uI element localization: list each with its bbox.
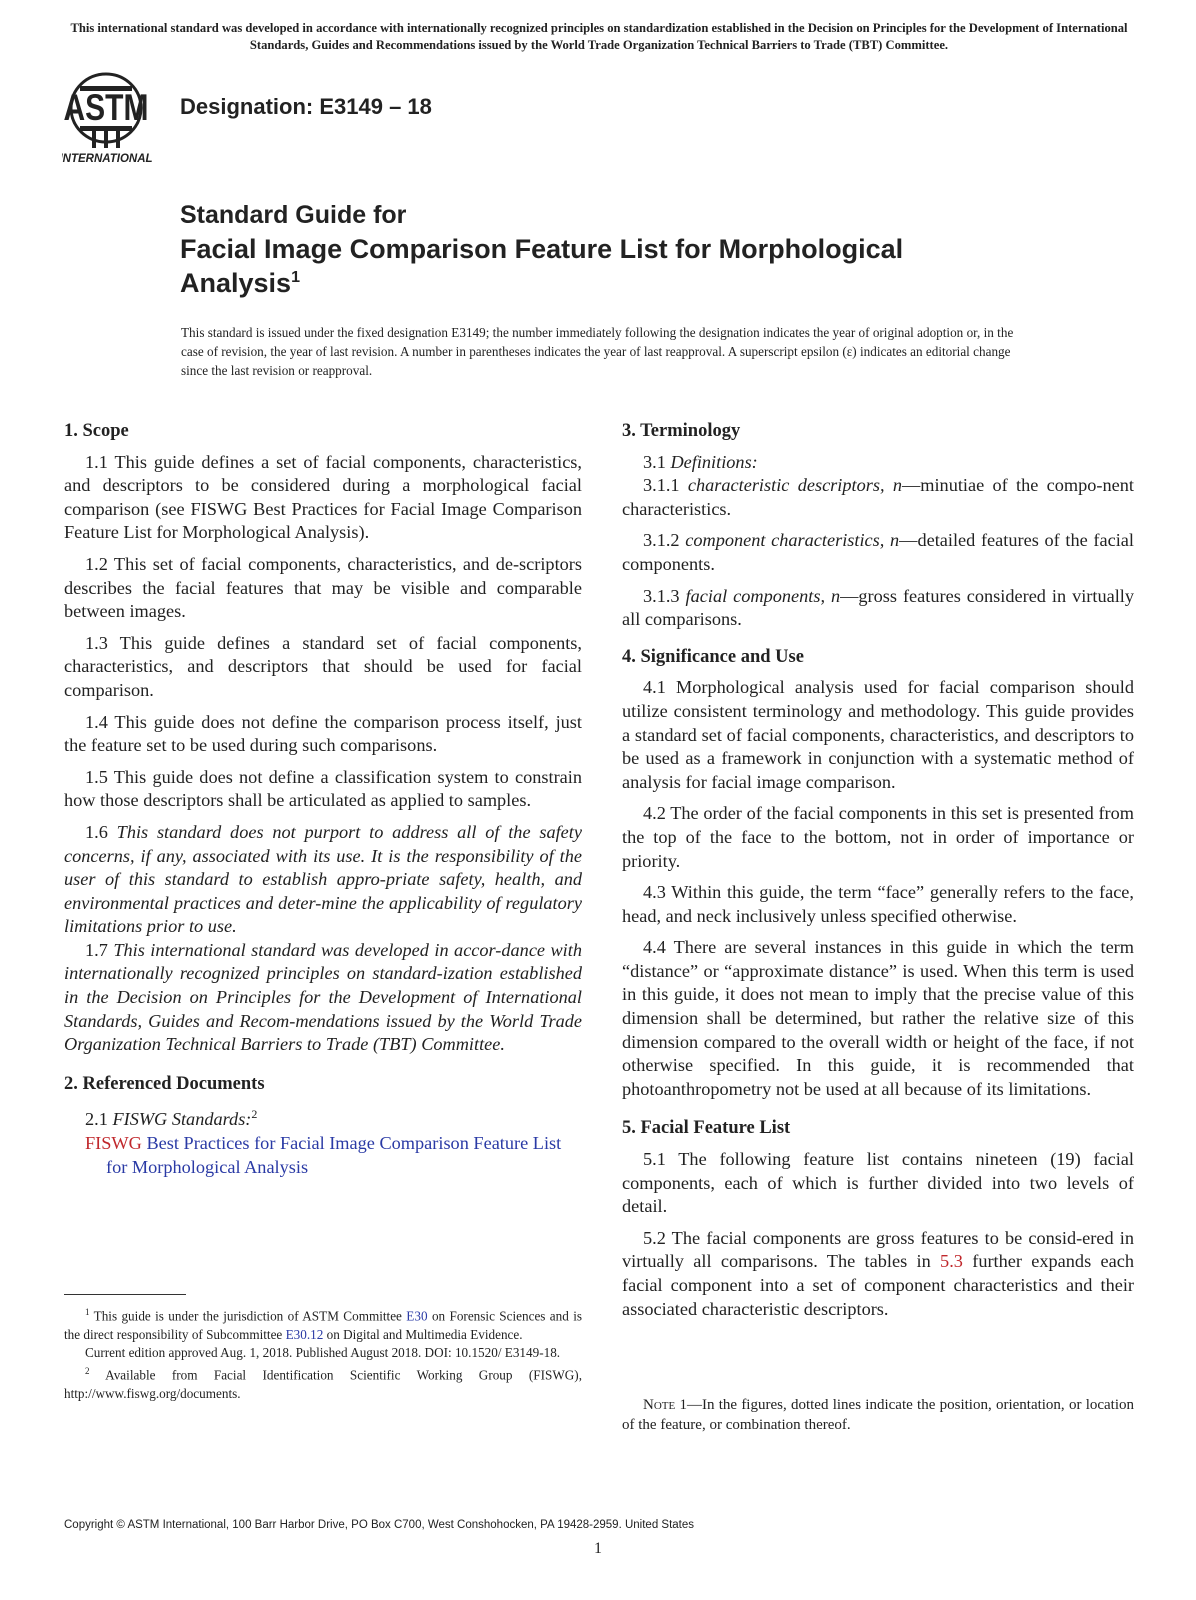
copyright-line: Copyright © ASTM International, 100 Barr Harbor Drive, PO Box C700, West Conshohocken, PA 19428-2959. United States	[64, 1519, 695, 1531]
scope-1-2: 1.2 This set of facial components, characteristics, and de-scriptors describes the facial features that may be visible and comparable between images.	[64, 553, 582, 622]
refdocs-2-1-num: 2.1	[85, 1109, 108, 1130]
e30-link[interactable]: E30	[406, 1308, 428, 1324]
right-column	[622, 420, 1134, 1329]
fn1-text-b: on Forensic Sciences and is the direct responsibility of Subcommittee	[64, 1308, 583, 1342]
title-line-3: Analysis	[180, 268, 292, 298]
term-2-def: —detailed features of the facial components.	[622, 530, 1134, 574]
edition-note: Current edition approved Aug. 1, 2018. Published August 2018. DOI: 10.1520/ E3149-18.	[85, 1344, 561, 1360]
fn2-text: Available from Facial Identification Scientific Working Group (FISWG), http://www.fiswg.org/documents.	[64, 1367, 582, 1401]
footnotes	[64, 1303, 582, 1403]
page-number: 1	[594, 1540, 602, 1557]
refdocs-label: FISWG Standards:	[112, 1109, 252, 1130]
note-1-text: —In the figures, dotted lines indicate the position, orientation, or location of the feature, or combination thereof.	[622, 1397, 1135, 1433]
terminology-heading: 3. Terminology	[622, 421, 741, 441]
term-3: facial components, n	[685, 585, 841, 606]
sig-4-2: 4.2 The order of the facial components in this set is presented from the top of the face to the bottom, not in order of importance or priority.	[622, 803, 1134, 871]
note-1	[622, 1396, 1134, 1435]
ref-prefix: FISWG	[85, 1133, 142, 1154]
refdocs-heading: 2. Referenced Documents	[64, 1073, 265, 1094]
document-title	[180, 198, 1080, 300]
term-2-num: 3.1.2	[643, 530, 680, 551]
scope-1-5: 1.5 This guide does not define a classification system to constrain how those descriptors shall be articulated as applied to samples.	[64, 766, 582, 811]
fiswg-reference	[64, 1132, 582, 1179]
sig-4-4: 4.4 There are several instances in this guide in which the term “distance” or “approximate distance” is used. When this term is used in this guide, it does not mean to imply that the precise value of this dimension shall be determined, but rather the relative size of this dimension compared to the overall width or height of the face, if not otherwise specified. In this guide, it is recommended that photoanthropometry not be used at all because of its limitations.	[622, 937, 1134, 1099]
title-line-2: Facial Image Comparison Feature List for Morphological	[180, 234, 904, 264]
svg-text:ASTM: ASTM	[63, 86, 149, 129]
issued-note: This standard is issued under the fixed designation E3149; the number immediately following the designation indicates the year of original adoption or, in the case of revision, the year of last revision. A number in parentheses indicates the year of last reapproval. A superscript epsilon (ε) indicates an editorial change since the last revision or reapproval.	[181, 325, 1014, 378]
scope-1-4: 1.4 This guide does not define the comparison process itself, just the feature set to be used during such comparisons.	[64, 711, 582, 756]
feat-5-1: 5.1 The following feature list contains nineteen (19) facial components, each of which is further divided into two levels of detail.	[622, 1149, 1134, 1217]
refdocs-mark: 2	[251, 1107, 258, 1122]
designation: Designation: E3149 – 18	[180, 94, 432, 119]
scope-1-1: 1.1 This guide defines a set of facial components, characteristics, and descriptors to be considered during a morphological facial comparison (see FISWG Best Practices for Facial Image Comparison Feature List for Morphological Analysis).	[64, 451, 582, 543]
term-1: characteristic descriptors, n	[687, 475, 902, 496]
feature-list-heading: 5. Facial Feature List	[622, 1118, 791, 1139]
term-3-num: 3.1.3	[643, 585, 680, 606]
scope-1-6: This standard does not purport to address all of the safety concerns, if any, associated with its use. It is the responsibility of the user of this standard to establish appro-priate safety, health, and environmental practices and deter-mine the applicability of regulatory limitations prior to use.	[64, 821, 582, 937]
definitions-label: Definitions:	[670, 451, 758, 472]
term-3-def: —gross features considered in virtually all comparisons.	[622, 585, 1135, 630]
scope-1-7-num: 1.7	[85, 939, 108, 960]
astm-logo-graphic	[62, 70, 172, 166]
footnote-rule	[64, 1294, 186, 1295]
fn1-text-a: This guide is under the jurisdiction of ASTM Committee	[93, 1308, 402, 1324]
fn2-mark: 2	[85, 1366, 90, 1376]
left-column	[64, 420, 582, 1187]
fn1-mark: 1	[85, 1307, 90, 1317]
scope-heading: 1. Scope	[64, 421, 129, 441]
scope-1-7: This international standard was developed in accor-dance with internationally recognized principles on standard-ization established in the Decision on Principles for the Development of International Standards, Guides and Recom-mendations issued by the World Trade Organization Technical Barriers to Trade (TBT) Committee.	[64, 939, 582, 1055]
fn1-text-c: on Digital and Multimedia Evidence.	[326, 1326, 523, 1342]
scope-1-6-num: 1.6	[85, 821, 108, 842]
tbt-notice: This international standard was developed in accordance with internationally recognized principles on standardization established in the Decision on Principles for the Development of International Standards, Guides and Recommendations issued by the World Trade Organization Technical Barriers to Trade (TBT) Committee.	[70, 21, 1128, 52]
scope-1-3: 1.3 This guide defines a standard set of facial components, characteristics, and descriptors that should be used for facial comparison.	[64, 632, 582, 700]
feat-5-2-b: further expands each facial component into a set of component characteristics and their associated characteristic descriptors.	[622, 1251, 1134, 1319]
def-num: 3.1	[643, 451, 666, 472]
term-2: component characteristics, n	[685, 530, 900, 551]
significance-heading: 4. Significance and Use	[622, 646, 804, 667]
feat-5-2-a: 5.2 The facial components are gross features to be consid-ered in virtually all comparisons. The tables in	[622, 1227, 1134, 1272]
term-1-num: 3.1.1	[643, 475, 680, 496]
logo-org-text: INTERNATIONAL	[62, 153, 153, 165]
sig-4-1: 4.1 Morphological analysis used for facial comparison should utilize consistent terminology and methodology. This guide provides a standard set of facial components, characteristics, and descriptors to be used as a framework in conjunction with a systematic method of analysis for facial image comparison.	[622, 677, 1134, 792]
title-line-1: Standard Guide for	[180, 201, 407, 229]
term-1-def: —minutiae of the compo-nent characteristics.	[622, 475, 1134, 519]
fiswg-best-practices-link[interactable]: Best Practices for Facial Image Comparison Feature List for Morphological Analysis	[106, 1133, 562, 1177]
sig-4-3: 4.3 Within this guide, the term “face” generally refers to the face, head, and neck inclusively unless specified otherwise.	[622, 882, 1134, 926]
note-1-label: Note 1	[643, 1397, 687, 1413]
e30-12-link[interactable]: E30.12	[285, 1326, 324, 1342]
astm-logo	[62, 70, 172, 166]
section-5-3-link[interactable]: 5.3	[940, 1251, 963, 1272]
title-footnote-mark: 1	[291, 269, 300, 286]
